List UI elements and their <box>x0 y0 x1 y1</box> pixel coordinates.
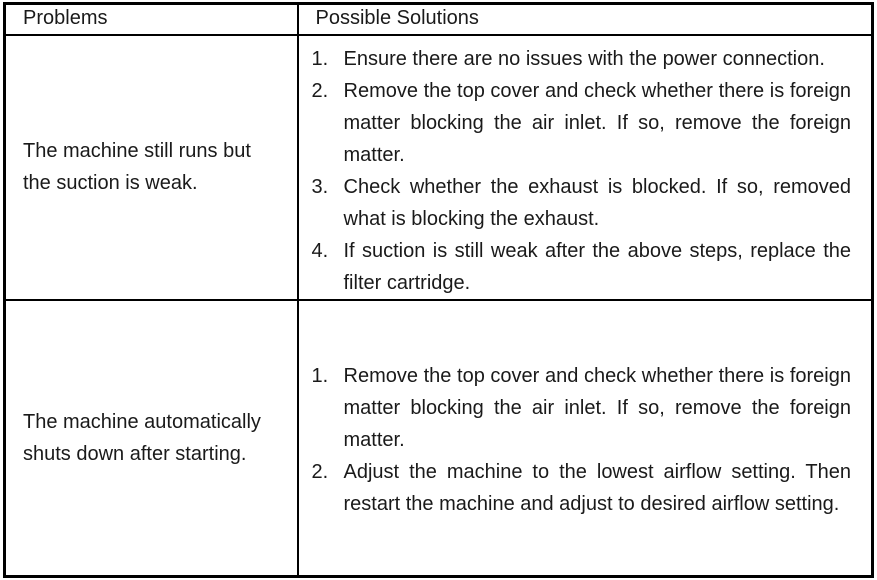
manual-page <box>3 2 874 578</box>
troubleshooting-table <box>3 2 874 578</box>
solution-item: Check whether the exhaust is blocked. If so, removed what is blocking the exhaust. <box>343 175 851 230</box>
solution-item: If suction is still weak after the above steps, replace the filter cartridge. <box>343 239 851 294</box>
solution-item: Remove the top cover and check whether there is foreign matter blocking the air inlet. If so, remove the foreign matter. <box>343 79 851 166</box>
problem-cell <box>5 35 298 300</box>
header-problems: Problems <box>5 4 298 35</box>
solutions-cell <box>298 300 873 577</box>
problem-text: The machine still runs but the suction is weak. <box>23 140 251 194</box>
solutions-list <box>299 360 872 520</box>
header-row <box>5 4 873 35</box>
row-auto-shutdown <box>5 300 873 577</box>
solution-item: Ensure there are no issues with the power connection. <box>343 47 825 70</box>
solution-item: Adjust the machine to the lowest airflow setting. Then restart the machine and adjust to desired airflow setting. <box>343 460 851 515</box>
solutions-list <box>299 43 872 299</box>
problem-text: The machine automatically shuts down after starting. <box>23 410 261 465</box>
problem-cell <box>5 300 298 577</box>
row-weak-suction <box>5 35 873 300</box>
header-possible-solutions: Possible Solutions <box>298 4 873 35</box>
solutions-cell <box>298 35 873 300</box>
solution-item: Remove the top cover and check whether there is foreign matter blocking the air inlet. If so, remove the foreign matter. <box>343 364 851 451</box>
